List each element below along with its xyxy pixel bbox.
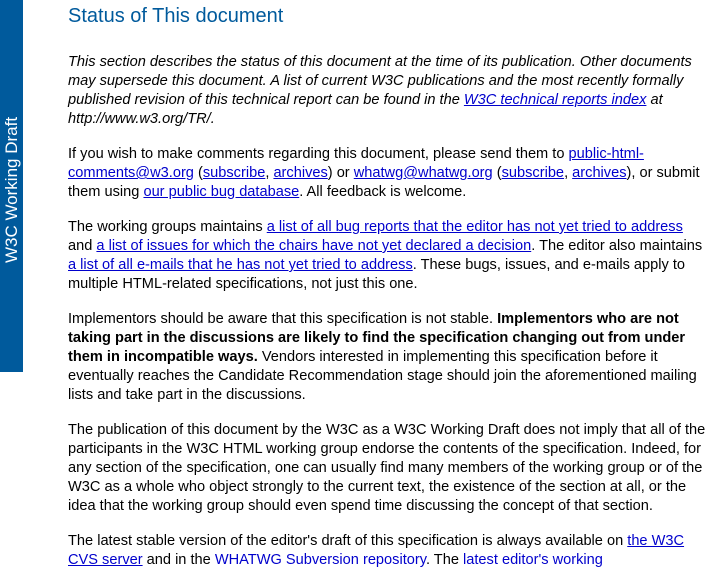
link-latest-editors-draft[interactable]: latest editor's working [463, 552, 603, 568]
link-whatwg-subversion[interactable]: WHATWG Subversion repository [214, 552, 426, 568]
link-issues-list[interactable]: a list of issues for which the chairs have not yet declared a decision [96, 238, 532, 254]
banner-label: W3C Working Draft [2, 116, 21, 264]
link-subscribe-public-html[interactable]: subscribe [202, 165, 266, 181]
latest-version-paragraph: The latest stable version of the editor's draft of this specification is always available on the W3C CVS server and in the WHATWG Subversion repository. The latest editor's working [68, 533, 685, 568]
section-title: Status of This document [68, 5, 284, 27]
implementors-warning: Implementors who are not taking part in the discussions are likely to find the specification changing out from under them in incompatible ways. [68, 311, 686, 365]
link-whatwg-email[interactable]: whatwg@whatwg.org [353, 165, 493, 181]
link-w3c-cvs-server[interactable]: the W3C CVS server [68, 533, 685, 568]
link-w3c-technical-reports-index[interactable]: W3C technical reports index [463, 92, 647, 108]
implementors-paragraph: Implementors should be aware that this specification is not stable. Implementors who are not taking part in the discussions are likely to find the specification changing out from under them in incompatible ways. Vendors interested in implementing this specification before it eventually reaches the Candidate Recommendation stage should join the aforementioned mailing lists and take part in the discussions. [68, 311, 697, 403]
publication-paragraph: The publication of this document by the W3C as a W3C Working Draft does not imply that all of the participants in the W3C HTML working group endorse the contents of the specification. Indeed, for any section of the specification, one can usually find many members of the working group or of the W3C as a whole who object strongly to the current text, the existence of the section at all, or the idea that the working group should even spend time discussing the concept of that section. [68, 422, 706, 514]
link-archives-whatwg[interactable]: archives [572, 165, 627, 181]
link-subscribe-whatwg[interactable]: subscribe [501, 165, 565, 181]
link-archives-public-html[interactable]: archives [273, 165, 328, 181]
link-public-html-comments[interactable]: public-html-comments@w3.org [68, 146, 644, 181]
w3c-working-draft-banner [0, 0, 23, 372]
link-public-bug-database[interactable]: our public bug database [143, 184, 300, 200]
link-emails-list[interactable]: a list of all e-mails that he has not yet tried to address [68, 257, 413, 273]
comments-paragraph: If you wish to make comments regarding this document, please send them to public-html-comments@w3.org (subscribe, archives) or whatwg@whatwg.org (subscribe, archives), or submit them using our public bug database. All feedback is welcome. [68, 146, 700, 200]
status-section [68, 0, 708, 568]
link-bug-reports-list[interactable]: a list of all bug reports that the editor has not yet tried to address [266, 219, 683, 235]
working-groups-paragraph: The working groups maintains a list of all bug reports that the editor has not yet tried to address and a list of issues for which the chairs have not yet declared a decision. The editor also maintains a list of all e-mails that he has not yet tried to address. These bugs, issues, and e-mails apply to multiple HTML-related specifications, not just this one. [68, 219, 703, 292]
intro-paragraph: This section describes the status of this document at the time of its publication. Other documents may supersede this document. A list of current W3C publications and the most recently formally published revision of this technical report can be found in the W3C technical reports index at http://www.w3.org/TR/. [68, 54, 692, 127]
